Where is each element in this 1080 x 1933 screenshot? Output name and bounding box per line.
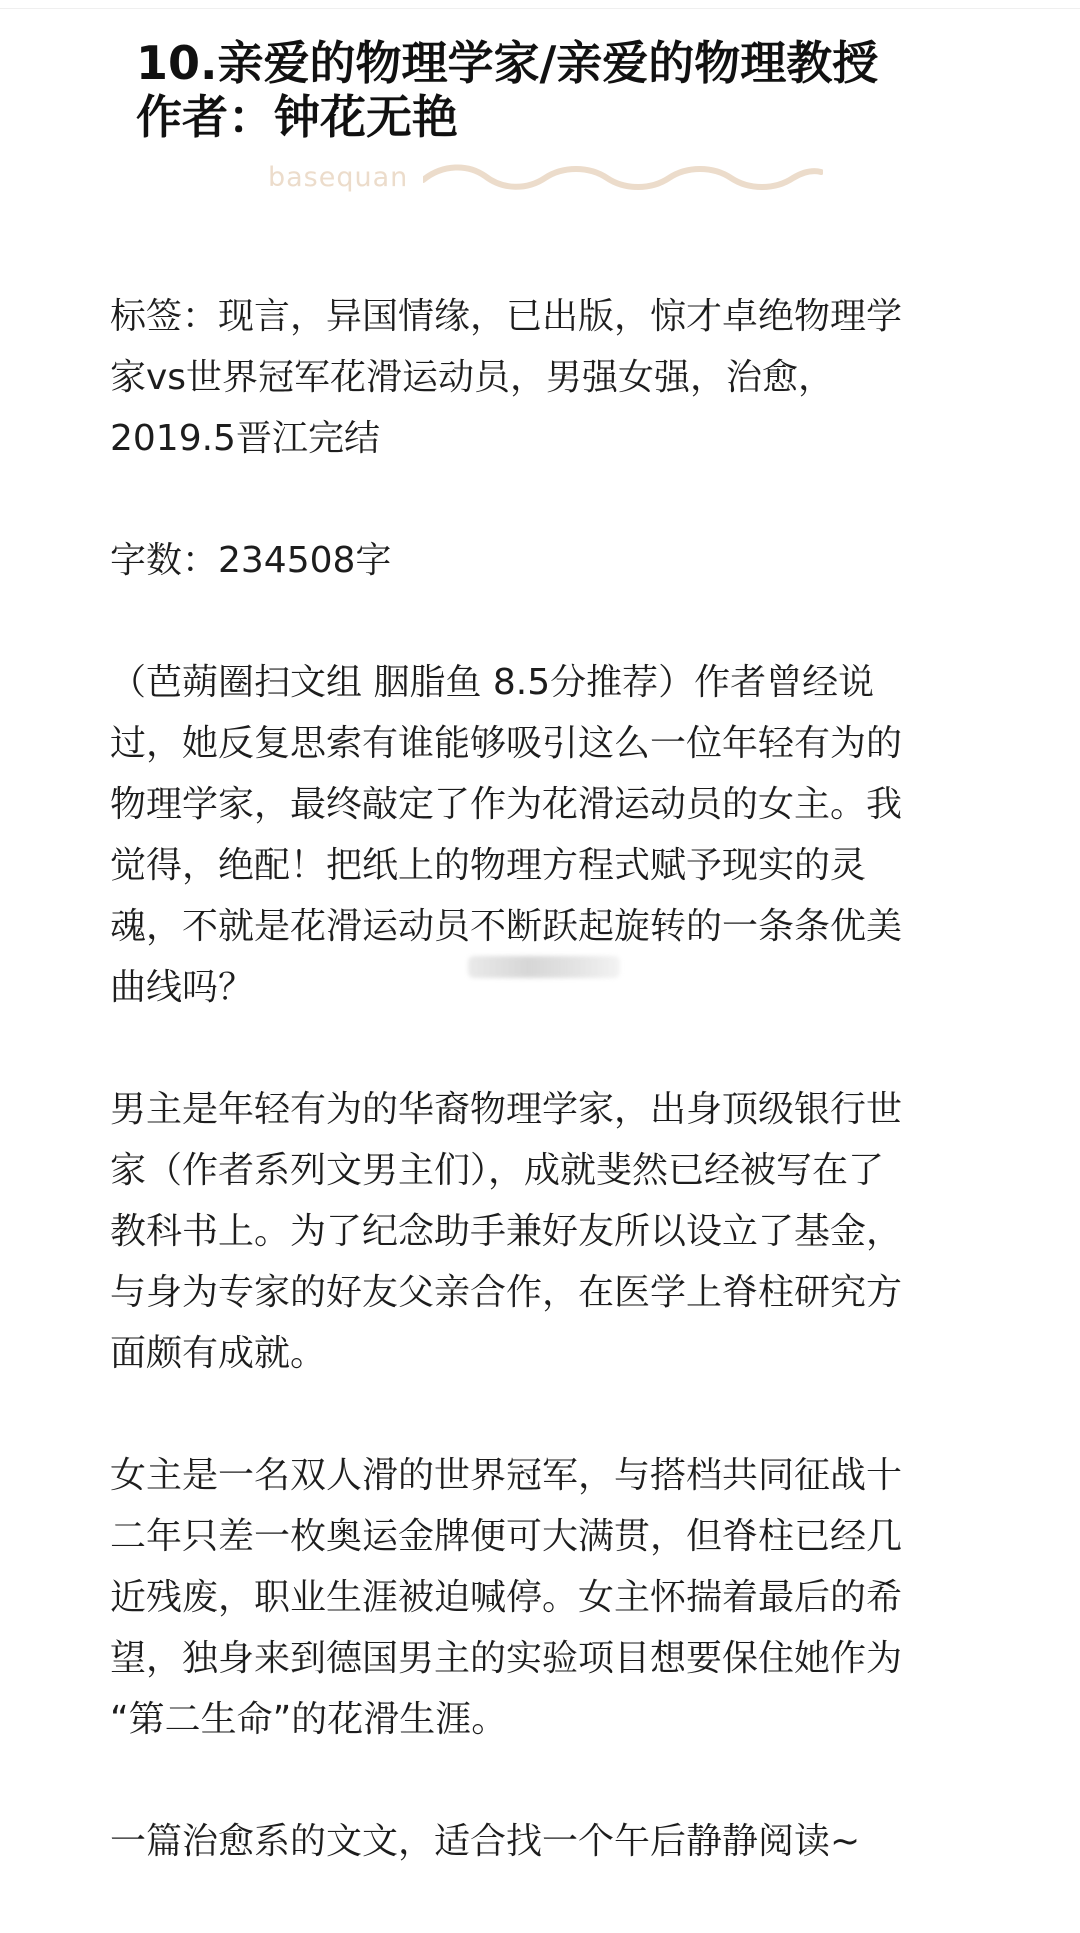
top-divider <box>0 8 1080 9</box>
text-line: 物理学家，最终敲定了作为花滑运动员的女主。我 <box>110 784 903 825</box>
article-body <box>110 286 980 1933</box>
text-line: 望，独身来到德国男主的实验项目想要保住她作为 <box>110 1638 903 1679</box>
text-line: 近残废，职业生涯被迫喊停。女主怀揣着最后的希 <box>110 1577 903 1618</box>
wave-decoration-icon <box>423 156 823 200</box>
watermark-text: basequan <box>268 162 409 193</box>
text-line: 过，她反复思索有谁能够吸引这么一位年轻有为的 <box>110 723 903 764</box>
text-line: 觉得，绝配！把纸上的物理方程式赋予现实的灵 <box>110 845 867 886</box>
male-lead-paragraph <box>110 1079 980 1384</box>
watermark <box>268 156 828 200</box>
text-line: 2019.5晋江完结 <box>110 418 380 459</box>
text-line: 面颇有成就。 <box>110 1333 327 1374</box>
text-line: 家（作者系列文男主们），成就斐然已经被写在了 <box>110 1150 885 1191</box>
blurred-mark <box>468 956 620 978</box>
title-line-1: 10.亲爱的物理学家/亲爱的物理教授 <box>136 36 879 90</box>
tags-paragraph <box>110 286 980 469</box>
text-line: 男主是年轻有为的华裔物理学家，出身顶级银行世 <box>110 1089 903 1130</box>
word-count-paragraph <box>110 530 980 591</box>
text-line: 魂，不就是花滑运动员不断跃起旋转的一条条优美 <box>110 906 903 947</box>
text-line: 一篇治愈系的文文，适合找一个午后静静阅读~ <box>110 1821 861 1862</box>
text-line: 标签：现言，异国情缘，已出版，惊才卓绝物理学 <box>110 296 903 337</box>
text-line: 字数：234508字 <box>110 540 392 581</box>
text-line: 曲线吗？ <box>110 967 255 1008</box>
page-title <box>136 36 1016 144</box>
closing-paragraph <box>110 1811 980 1872</box>
title-line-2: 作者：钟花无艳 <box>136 90 458 144</box>
text-line: （芭蒴圈扫文组 胭脂鱼 8.5分推荐）作者曾经说 <box>110 662 875 703</box>
text-line: 女主是一名双人滑的世界冠军，与搭档共同征战十 <box>110 1455 903 1496</box>
text-line: 二年只差一枚奥运金牌便可大满贯，但脊柱已经几 <box>110 1516 903 1557</box>
text-line: “第二生命”的花滑生涯。 <box>110 1699 508 1740</box>
text-line: 家vs世界冠军花滑运动员，男强女强，治愈， <box>110 357 835 398</box>
female-lead-paragraph <box>110 1445 980 1750</box>
text-line: 教科书上。为了纪念助手兼好友所以设立了基金， <box>110 1211 903 1252</box>
text-line: 与身为专家的好友父亲合作，在医学上脊柱研究方 <box>110 1272 903 1313</box>
